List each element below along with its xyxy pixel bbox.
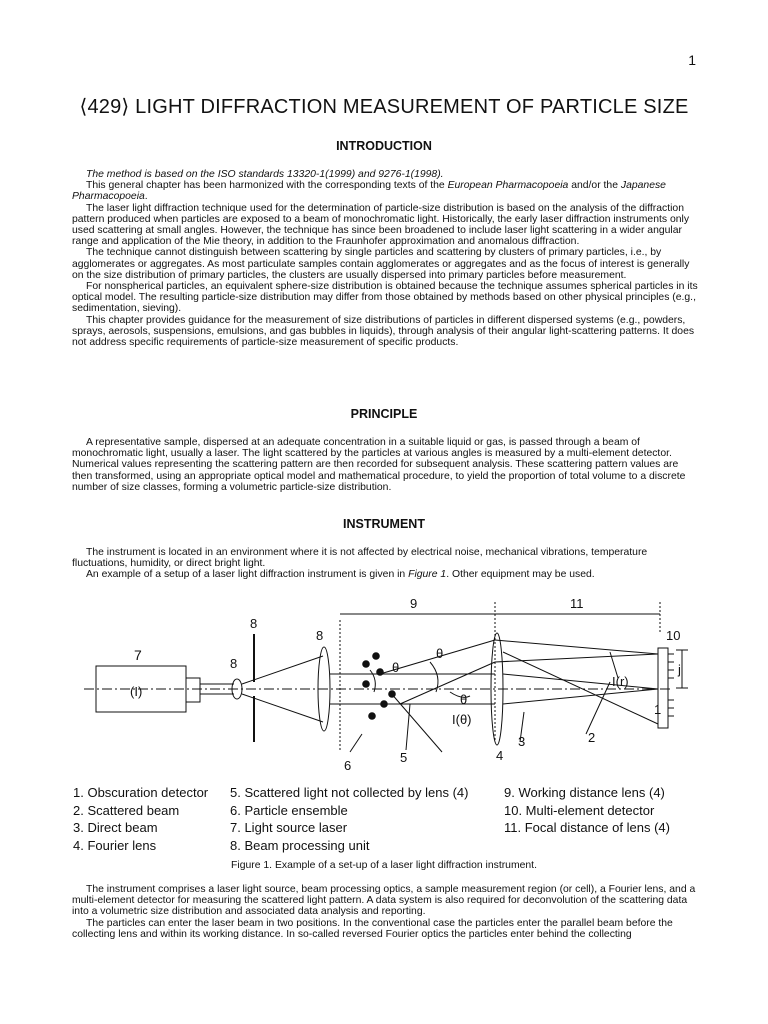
legend-item: 1. Obscuration detector: [73, 785, 209, 800]
principle-heading: PRINCIPLE: [350, 407, 418, 421]
label-radial-intensity: I(r): [612, 674, 629, 689]
label-10: 10: [666, 628, 681, 643]
japanese-pharmacopoeia-ref: Japanese Pharmacopoeia: [72, 180, 666, 203]
intro-paragraph-6: This chapter provides guidance for the measurement of size distributions of particles in different dispersed systems (e.g., powders, sprays, aerosols, suspensions, emulsions, and gas bubbles in liquids), through analysis of their angular light-scattering patterns. It does not address specific requirements of particle-size measurement of specific products.: [72, 314, 695, 349]
intro-p2-text-3: .: [144, 191, 148, 203]
instrument-paragraph-1: The instrument is located in an environment where it is not affected by electrical noise, mechanical vibrations, temperature fluctuations, humidity, or direct bright light.: [72, 547, 648, 570]
label-9: 9: [410, 596, 418, 611]
instrument-paragraph-4: The particles can enter the laser beam in two positions. In the conventional case the particles enter the parallel beam before the collecting lens and within its working distance. In so-called reversed Fourier optics the particles enter behind the collecting: [72, 917, 673, 940]
instrument-heading: INSTRUMENT: [343, 517, 425, 531]
figure-caption: Figure 1. Example of a set-up of a laser light diffraction instrument.: [231, 860, 537, 871]
introduction-body: [72, 169, 698, 348]
figure-1-ref: Figure 1: [408, 569, 447, 581]
introduction-heading: INTRODUCTION: [336, 139, 432, 153]
legend-item: 9. Working distance lens (4): [504, 785, 665, 800]
legend-column-3: [504, 784, 670, 837]
label-5: 5: [400, 750, 408, 765]
particle-ensemble: [362, 652, 396, 720]
laser-aperture: [186, 678, 200, 702]
label-7: 7: [134, 647, 142, 663]
label-8-small-lens: 8: [230, 656, 238, 671]
legend-item: 11. Focal distance of lens (4): [504, 820, 670, 836]
legend-item: 6. Particle ensemble: [230, 802, 348, 818]
legend-item: 10. Multi-element detector: [504, 802, 655, 818]
legend-item: 7. Light source laser: [230, 820, 348, 836]
legend-column-1: [73, 784, 208, 854]
label-2: 2: [588, 730, 596, 745]
intro-paragraph-4: The technique cannot distinguish between scattering by single particles and scattering by clusters of primary particles, i.e., by agglomerates or aggregates. As most particulate samples contain agglomerates or aggregates and as the focus of interest is generally on the size distribution of primary particles, the clusters are usually dispersed into primary particles before measurement.: [72, 247, 690, 281]
intro-paragraph-2: [72, 180, 698, 202]
intro-paragraph-5: For nonspherical particles, an equivalent sphere-size distribution is obtained because the technique assumes spherical particles in its optical model. The resulting particle-size distribution may differ from those obtained by methods based on other physical principles (e.g., sedimentation, sieving).: [72, 281, 698, 315]
intro-paragraph-1: The method is based on the ISO standards 13320-1(1999) and 9276-1(1998).: [86, 169, 444, 180]
label-j: j: [678, 662, 681, 677]
page-number: 1: [688, 52, 696, 68]
label-4: 4: [496, 748, 504, 763]
legend-item: 3. Direct beam: [73, 820, 158, 836]
legend-item: 4. Fourier lens: [73, 837, 157, 853]
label-11: 11: [570, 596, 584, 611]
intro-p2-text-2: and/or the: [568, 180, 621, 192]
intro-paragraph-3: The laser light diffraction technique used for the determination of particle-size distribution is based on the analysis of the diffraction pattern produced when particles are exposed to a beam of monochromatic light. Historically, the early laser diffraction instruments only used scattering at small angles. However, the technique has since been broadened to include laser light scattering in a wider angular range and application of the Mie theory, in addition to the Fraunhofer approximation and anomalous diffraction.: [72, 202, 690, 248]
legend-item: 5. Scattered light not collected by lens (4): [230, 785, 469, 800]
instrument-paragraph-3: The instrument comprises a laser light source, beam processing optics, a sample measurement region (or cell), a Fourier lens, and a multi-element detector for measuring the scattered light pattern. A data system is also required for deconvolution of the scattering data into a volumetric size distribution and associated data analysis and reporting.: [72, 884, 696, 918]
label-theta-2: θ: [436, 646, 444, 661]
instrument-body: [72, 547, 698, 581]
label-theta-3: θ: [460, 692, 468, 707]
label-8-pinhole: 8: [250, 616, 258, 631]
label-source-intensity: (I): [130, 684, 143, 699]
instrument-p2-text: An example of a setup of a laser light diffraction instrument is given in: [86, 569, 409, 581]
principle-paragraph-1: A representative sample, dispersed at an adequate concentration in a suitable liquid or gas, is passed through a beam of monochromatic light, usually a laser. The light scattered by the particles at various angles is measured by a multi-element detector. Numerical values representing the scattering pattern are then recorded for subsequent analysis. These scattering pattern values are then transformed, using an appropriate optical model and mathematical procedure, to yield the proportion of total volume to a discrete number of size classes, forming a volumetric particle-size distribution.: [72, 437, 686, 493]
legend-column-2: [230, 784, 468, 854]
european-pharmacopoeia-ref: European Pharmacopoeia: [447, 180, 569, 192]
legend-item: 2. Scattered beam: [73, 802, 180, 818]
instrument-p2-text-2: . Other equipment may be used.: [446, 569, 595, 581]
label-3: 3: [518, 734, 526, 749]
label-1: 1: [654, 702, 662, 717]
principle-body: [72, 437, 698, 493]
legend-item: 8. Beam processing unit: [230, 837, 370, 853]
label-scattered-intensity: I(θ): [452, 712, 472, 727]
label-theta-1: θ: [392, 660, 400, 675]
laser-diffraction-setup-diagram: [70, 592, 698, 782]
instrument-paragraph-2: [72, 569, 698, 580]
document-title: ⟨429⟩ LIGHT DIFFRACTION MEASUREMENT OF PARTICLE SIZE: [79, 96, 689, 118]
instrument-body-continued: [72, 884, 698, 940]
intro-p2-text: This general chapter has been harmonized with the corresponding texts of the: [86, 180, 448, 192]
label-6: 6: [344, 758, 352, 773]
label-8-collimator: 8: [316, 628, 324, 643]
